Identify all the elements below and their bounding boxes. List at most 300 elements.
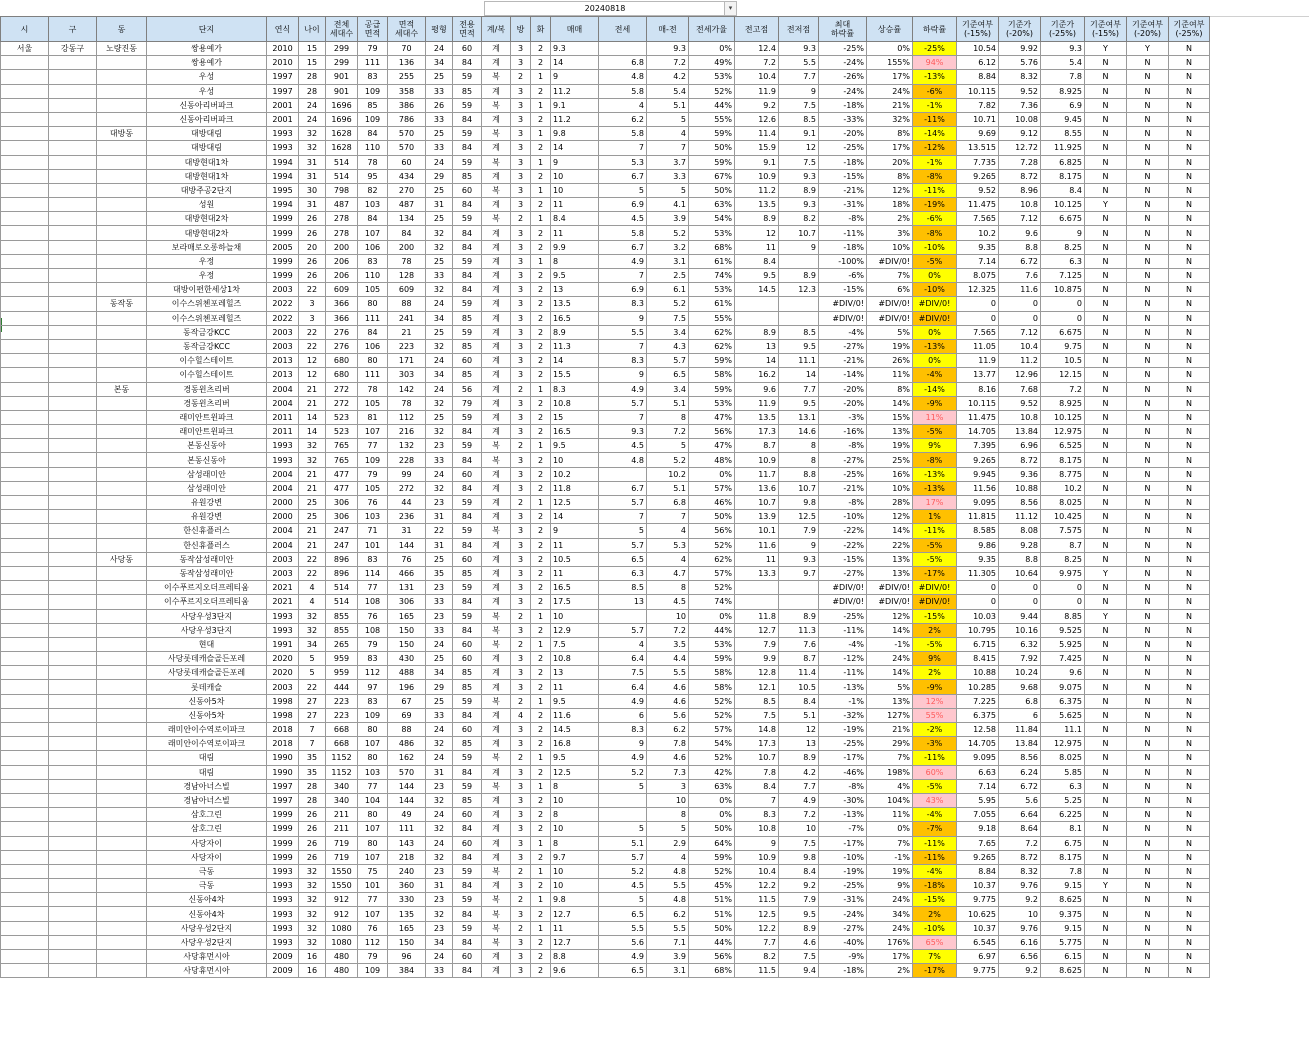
table-cell[interactable]: 514 (326, 595, 358, 609)
table-cell[interactable]: 9.69 (957, 127, 999, 141)
table-cell[interactable]: 2 (531, 425, 551, 439)
table-cell[interactable]: 1 (531, 439, 551, 453)
table-cell[interactable]: 896 (326, 552, 358, 566)
table-cell[interactable]: 61% (689, 254, 735, 268)
table-cell[interactable]: 106 (358, 339, 388, 353)
table-cell[interactable]: 16 (299, 964, 326, 978)
table-cell[interactable]: -33% (819, 112, 867, 126)
table-cell[interactable]: 466 (388, 566, 426, 580)
table-cell[interactable]: -19% (913, 198, 957, 212)
table-cell[interactable]: 8.9 (779, 269, 819, 283)
table-cell[interactable]: 8.8 (999, 552, 1041, 566)
table-cell[interactable]: 계 (482, 169, 511, 183)
table-cell[interactable]: 11.925 (1041, 141, 1085, 155)
table-cell[interactable]: 53% (689, 637, 735, 651)
table-cell[interactable]: 2 (531, 410, 551, 424)
table-cell[interactable]: -31% (819, 198, 867, 212)
table-cell[interactable]: 11 (735, 552, 779, 566)
table-cell[interactable]: 3 (511, 240, 531, 254)
table-cell[interactable]: 65% (913, 935, 957, 949)
table-cell[interactable]: 26 (299, 836, 326, 850)
table-cell[interactable]: N (1127, 410, 1169, 424)
column-header[interactable]: 나이 (299, 17, 326, 42)
table-cell[interactable]: 9 (779, 84, 819, 98)
table-cell[interactable]: N (1085, 297, 1127, 311)
table-cell[interactable]: 2 (531, 198, 551, 212)
table-cell[interactable] (779, 311, 819, 325)
table-cell[interactable]: N (1127, 396, 1169, 410)
table-cell[interactable]: 25 (299, 510, 326, 524)
table-cell[interactable]: 7.92 (999, 652, 1041, 666)
table-cell[interactable] (1, 652, 49, 666)
table-cell[interactable]: N (1085, 779, 1127, 793)
table-cell[interactable]: 3 (511, 765, 531, 779)
table-cell[interactable]: 6.7 (599, 240, 647, 254)
table-cell[interactable]: 477 (326, 481, 358, 495)
table-cell[interactable]: 32 (299, 127, 326, 141)
table-cell[interactable]: 211 (326, 822, 358, 836)
table-cell[interactable]: 16.5 (551, 581, 599, 595)
table-cell[interactable]: 계 (482, 269, 511, 283)
table-cell[interactable]: #DIV/0! (867, 581, 913, 595)
table-cell[interactable]: 12.2 (735, 879, 779, 893)
table-cell[interactable]: 63% (689, 198, 735, 212)
table-cell[interactable]: -7% (819, 822, 867, 836)
table-cell[interactable]: 7.12 (999, 325, 1041, 339)
table-cell[interactable] (1, 524, 49, 538)
table-cell[interactable]: 5% (867, 680, 913, 694)
table-cell[interactable] (97, 254, 147, 268)
table-cell[interactable]: 7.5 (779, 155, 819, 169)
table-cell[interactable]: 0% (867, 42, 913, 56)
table-cell[interactable]: 7.5 (647, 311, 689, 325)
table-cell[interactable]: 22 (299, 680, 326, 694)
table-cell[interactable] (735, 311, 779, 325)
table-cell[interactable] (49, 595, 97, 609)
table-cell[interactable]: 1999 (267, 212, 299, 226)
table-cell[interactable]: 83 (358, 652, 388, 666)
table-cell[interactable]: N (1085, 112, 1127, 126)
table-cell[interactable]: 59 (453, 212, 482, 226)
table-cell[interactable]: N (1085, 481, 1127, 495)
table-cell[interactable] (97, 609, 147, 623)
table-cell[interactable]: 84 (453, 935, 482, 949)
table-cell[interactable]: N (1169, 864, 1210, 878)
table-cell[interactable]: 1991 (267, 637, 299, 651)
table-cell[interactable]: 21% (867, 98, 913, 112)
table-cell[interactable] (1, 680, 49, 694)
table-cell[interactable]: 9.3 (1041, 42, 1085, 56)
table-cell[interactable]: N (1169, 127, 1210, 141)
table-cell[interactable]: 855 (326, 609, 358, 623)
table-cell[interactable]: 28 (299, 70, 326, 84)
table-cell[interactable]: -21% (819, 183, 867, 197)
table-cell[interactable]: -15% (913, 609, 957, 623)
table-cell[interactable]: 171 (388, 354, 426, 368)
table-cell[interactable]: 신동아4차 (147, 907, 267, 921)
table-cell[interactable]: 2009 (267, 950, 299, 964)
table-cell[interactable]: 9 (735, 836, 779, 850)
table-cell[interactable]: 68% (689, 964, 735, 978)
table-cell[interactable]: 2004 (267, 524, 299, 538)
table-cell[interactable]: 10.625 (957, 907, 999, 921)
column-header[interactable]: 전세 (599, 17, 647, 42)
table-cell[interactable]: 32 (299, 935, 326, 949)
table-cell[interactable]: 7.12 (999, 212, 1041, 226)
table-cell[interactable]: -18% (819, 964, 867, 978)
table-cell[interactable] (49, 879, 97, 893)
table-cell[interactable]: 계 (482, 42, 511, 56)
table-cell[interactable]: 4.9 (599, 751, 647, 765)
table-cell[interactable]: 11 (551, 566, 599, 580)
table-cell[interactable]: -25% (913, 42, 957, 56)
table-cell[interactable]: 23 (426, 439, 453, 453)
table-cell[interactable]: N (1169, 56, 1210, 70)
table-cell[interactable] (49, 737, 97, 751)
table-cell[interactable]: 10.37 (957, 921, 999, 935)
column-header[interactable]: 기준여부 (-15%) (1085, 17, 1127, 42)
table-cell[interactable]: 3 (511, 198, 531, 212)
table-cell[interactable]: 24 (426, 637, 453, 651)
table-cell[interactable]: 12 (299, 368, 326, 382)
table-cell[interactable]: 5.6 (599, 935, 647, 949)
table-cell[interactable]: 5.625 (1041, 708, 1085, 722)
column-header[interactable]: 전용 면적 (453, 17, 482, 42)
table-cell[interactable] (1, 155, 49, 169)
column-header[interactable]: 면적 세대수 (388, 17, 426, 42)
table-cell[interactable]: 3 (511, 283, 531, 297)
table-cell[interactable]: 4.6 (779, 935, 819, 949)
table-cell[interactable]: 대방이편한세상1차 (147, 283, 267, 297)
table-cell[interactable]: 3 (511, 254, 531, 268)
table-cell[interactable]: 7% (867, 751, 913, 765)
table-cell[interactable]: N (1127, 425, 1169, 439)
table-cell[interactable]: 27 (299, 708, 326, 722)
table-cell[interactable]: 76 (388, 552, 426, 566)
table-cell[interactable]: 22 (299, 283, 326, 297)
table-cell[interactable]: 4 (599, 637, 647, 651)
table-cell[interactable]: 80 (358, 751, 388, 765)
table-cell[interactable]: 32 (299, 893, 326, 907)
table-cell[interactable]: 488 (388, 666, 426, 680)
table-cell[interactable]: 11.1 (779, 354, 819, 368)
table-cell[interactable] (1, 623, 49, 637)
table-cell[interactable]: 52% (689, 538, 735, 552)
table-cell[interactable]: 2 (531, 708, 551, 722)
table-cell[interactable]: 5.5 (779, 56, 819, 70)
table-cell[interactable]: 9% (913, 652, 957, 666)
table-cell[interactable]: 1628 (326, 127, 358, 141)
table-cell[interactable]: 7.14 (957, 254, 999, 268)
table-cell[interactable]: 8.4 (735, 254, 779, 268)
table-cell[interactable]: 77 (358, 581, 388, 595)
table-cell[interactable]: 6 (999, 708, 1041, 722)
table-cell[interactable]: -25% (819, 609, 867, 623)
table-cell[interactable] (1, 269, 49, 283)
table-cell[interactable]: 10% (867, 481, 913, 495)
table-cell[interactable]: 14.5 (551, 723, 599, 737)
table-cell[interactable]: 16.2 (735, 368, 779, 382)
table-cell[interactable]: 74% (689, 269, 735, 283)
table-cell[interactable]: -11% (819, 226, 867, 240)
table-cell[interactable] (1, 339, 49, 353)
table-cell[interactable]: 10.64 (999, 566, 1041, 580)
table-cell[interactable]: N (1127, 510, 1169, 524)
table-cell[interactable]: 6.2 (647, 723, 689, 737)
table-cell[interactable]: N (1085, 382, 1127, 396)
table-cell[interactable]: 5.1 (779, 708, 819, 722)
table-cell[interactable]: 9.5 (551, 751, 599, 765)
table-cell[interactable]: 358 (388, 84, 426, 98)
table-cell[interactable]: 77 (358, 439, 388, 453)
table-cell[interactable]: 56% (689, 950, 735, 964)
table-cell[interactable]: 2013 (267, 368, 299, 382)
table-cell[interactable]: 60 (453, 836, 482, 850)
table-cell[interactable]: 59 (453, 524, 482, 538)
table-cell[interactable]: 6.675 (1041, 325, 1085, 339)
table-cell[interactable]: N (1127, 921, 1169, 935)
table-cell[interactable]: 2001 (267, 98, 299, 112)
table-cell[interactable]: 6.5 (599, 907, 647, 921)
table-cell[interactable]: 84 (453, 538, 482, 552)
table-cell[interactable]: 8.175 (1041, 850, 1085, 864)
table-cell[interactable]: 9.76 (999, 879, 1041, 893)
table-cell[interactable]: 2020 (267, 666, 299, 680)
table-cell[interactable]: 223 (388, 339, 426, 353)
table-cell[interactable]: 206 (326, 269, 358, 283)
table-cell[interactable]: 10.9 (735, 453, 779, 467)
table-cell[interactable]: N (1169, 907, 1210, 921)
table-cell[interactable]: 8.56 (999, 496, 1041, 510)
table-cell[interactable]: N (1127, 467, 1169, 481)
table-cell[interactable]: 1628 (326, 141, 358, 155)
table-cell[interactable]: 10.2 (551, 467, 599, 481)
table-cell[interactable]: 23 (426, 581, 453, 595)
table-cell[interactable]: 10.115 (957, 396, 999, 410)
table-cell[interactable]: 23 (426, 609, 453, 623)
table-cell[interactable]: 6.15 (1041, 950, 1085, 964)
table-cell[interactable]: 32 (426, 793, 453, 807)
table-cell[interactable]: 25 (426, 652, 453, 666)
table-cell[interactable]: 7.14 (957, 779, 999, 793)
table-cell[interactable]: 59 (453, 751, 482, 765)
table-cell[interactable]: 44% (689, 98, 735, 112)
table-cell[interactable]: 24% (867, 893, 913, 907)
table-cell[interactable] (97, 808, 147, 822)
table-cell[interactable]: 1 (531, 496, 551, 510)
table-cell[interactable]: 8.775 (1041, 467, 1085, 481)
table-cell[interactable]: N (1085, 496, 1127, 510)
table-cell[interactable]: N (1127, 226, 1169, 240)
table-cell[interactable]: 75 (358, 864, 388, 878)
table-cell[interactable]: 7 (735, 793, 779, 807)
table-cell[interactable]: N (1127, 950, 1169, 964)
table-cell[interactable]: N (1085, 723, 1127, 737)
table-cell[interactable]: 76 (358, 609, 388, 623)
table-cell[interactable]: -21% (819, 481, 867, 495)
table-cell[interactable]: 5.3 (599, 155, 647, 169)
table-cell[interactable]: 9.8 (779, 850, 819, 864)
table-cell[interactable]: 6.9 (599, 283, 647, 297)
table-cell[interactable]: 32 (299, 141, 326, 155)
table-cell[interactable]: 11.7 (735, 467, 779, 481)
table-cell[interactable]: 4.6 (647, 680, 689, 694)
table-cell[interactable]: N (1085, 510, 1127, 524)
table-cell[interactable]: 3 (511, 964, 531, 978)
table-cell[interactable]: 198% (867, 765, 913, 779)
table-cell[interactable]: 14% (867, 396, 913, 410)
table-cell[interactable]: 22 (299, 325, 326, 339)
table-cell[interactable]: 62% (689, 325, 735, 339)
table-cell[interactable]: 2 (531, 623, 551, 637)
table-cell[interactable]: N (1169, 637, 1210, 651)
table-cell[interactable]: 44 (388, 496, 426, 510)
table-cell[interactable]: -14% (819, 368, 867, 382)
table-cell[interactable]: 4.2 (779, 765, 819, 779)
table-cell[interactable]: 1993 (267, 879, 299, 893)
table-cell[interactable]: 13.84 (999, 737, 1041, 751)
table-cell[interactable]: 7.2 (647, 425, 689, 439)
table-cell[interactable]: 105 (358, 481, 388, 495)
table-cell[interactable]: 2013 (267, 354, 299, 368)
table-cell[interactable]: 보라매로오롱하늘채 (147, 240, 267, 254)
table-cell[interactable]: 10.5 (779, 680, 819, 694)
table-cell[interactable]: 14.705 (957, 737, 999, 751)
table-cell[interactable]: -25% (819, 42, 867, 56)
table-cell[interactable]: 46% (689, 496, 735, 510)
table-cell[interactable]: N (1085, 283, 1127, 297)
table-cell[interactable]: 복 (482, 893, 511, 907)
table-cell[interactable]: 4 (647, 850, 689, 864)
table-cell[interactable]: 4 (299, 595, 326, 609)
table-cell[interactable]: 3.4 (647, 382, 689, 396)
table-cell[interactable]: -10% (913, 921, 957, 935)
table-cell[interactable]: 0 (999, 311, 1041, 325)
table-cell[interactable]: 12.9 (551, 623, 599, 637)
table-cell[interactable]: 9.7 (551, 850, 599, 864)
table-cell[interactable]: 7.2 (647, 56, 689, 70)
table-cell[interactable]: -9% (913, 680, 957, 694)
table-cell[interactable]: 7.055 (957, 808, 999, 822)
table-cell[interactable]: 복 (482, 637, 511, 651)
table-cell[interactable]: 33 (426, 84, 453, 98)
table-cell[interactable]: 8.4 (735, 779, 779, 793)
table-cell[interactable]: 84 (453, 56, 482, 70)
table-cell[interactable]: 80 (358, 808, 388, 822)
table-cell[interactable] (49, 552, 97, 566)
table-cell[interactable]: 복 (482, 98, 511, 112)
table-cell[interactable]: 2% (913, 666, 957, 680)
table-cell[interactable]: 계 (482, 737, 511, 751)
table-cell[interactable]: 12.5 (551, 496, 599, 510)
table-cell[interactable]: 609 (388, 283, 426, 297)
table-cell[interactable]: 13% (867, 694, 913, 708)
table-cell[interactable]: 31 (426, 198, 453, 212)
table-cell[interactable]: 680 (326, 354, 358, 368)
table-cell[interactable] (97, 368, 147, 382)
table-cell[interactable]: 16 (299, 950, 326, 964)
table-cell[interactable]: N (1169, 311, 1210, 325)
table-cell[interactable]: 7.425 (1041, 652, 1085, 666)
table-cell[interactable]: 384 (388, 964, 426, 978)
table-cell[interactable]: N (1169, 254, 1210, 268)
table-cell[interactable]: 4.6 (647, 751, 689, 765)
table-cell[interactable]: 110 (358, 141, 388, 155)
table-cell[interactable]: 유원강변 (147, 496, 267, 510)
table-cell[interactable]: 7.5 (779, 950, 819, 964)
table-cell[interactable]: 7.5 (779, 98, 819, 112)
table-cell[interactable]: 계 (482, 964, 511, 978)
table-cell[interactable]: 3 (511, 98, 531, 112)
table-cell[interactable]: 4 (511, 708, 531, 722)
table-cell[interactable]: N (1085, 893, 1127, 907)
table-cell[interactable]: 111 (358, 311, 388, 325)
table-cell[interactable]: 5.2 (647, 226, 689, 240)
table-cell[interactable]: 6.5 (599, 552, 647, 566)
table-cell[interactable]: -25% (819, 879, 867, 893)
table-cell[interactable]: 240 (388, 864, 426, 878)
table-cell[interactable]: 1 (531, 212, 551, 226)
table-cell[interactable]: 10 (551, 609, 599, 623)
table-cell[interactable]: N (1169, 680, 1210, 694)
table-cell[interactable]: 1 (531, 98, 551, 112)
table-cell[interactable]: -18% (819, 155, 867, 169)
table-cell[interactable]: 211 (326, 808, 358, 822)
table-cell[interactable]: 4 (647, 524, 689, 538)
table-cell[interactable]: 69 (388, 708, 426, 722)
table-cell[interactable]: 2 (531, 56, 551, 70)
table-cell[interactable]: 63% (689, 779, 735, 793)
table-cell[interactable]: 340 (326, 779, 358, 793)
table-cell[interactable]: 11.3 (551, 339, 599, 353)
table-cell[interactable]: 99 (388, 467, 426, 481)
table-cell[interactable]: 278 (326, 226, 358, 240)
table-cell[interactable]: 11% (867, 368, 913, 382)
table-cell[interactable]: N (1085, 666, 1127, 680)
table-cell[interactable]: 84 (453, 269, 482, 283)
table-cell[interactable]: 1993 (267, 921, 299, 935)
table-cell[interactable]: 79 (358, 637, 388, 651)
table-cell[interactable]: 1993 (267, 864, 299, 878)
table-cell[interactable]: 84 (453, 510, 482, 524)
table-cell[interactable]: 계 (482, 680, 511, 694)
table-cell[interactable] (1, 467, 49, 481)
table-cell[interactable] (1, 751, 49, 765)
table-cell[interactable]: 1993 (267, 127, 299, 141)
table-cell[interactable]: 85 (453, 793, 482, 807)
table-cell[interactable]: 59 (453, 694, 482, 708)
table-cell[interactable]: N (1127, 453, 1169, 467)
table-cell[interactable]: -27% (819, 453, 867, 467)
table-cell[interactable]: 3 (511, 935, 531, 949)
table-cell[interactable]: 6.7 (599, 169, 647, 183)
table-cell[interactable]: 103 (358, 510, 388, 524)
table-cell[interactable]: 155% (867, 56, 913, 70)
table-cell[interactable]: 83 (358, 254, 388, 268)
table-cell[interactable]: N (1085, 864, 1127, 878)
table-cell[interactable]: N (1169, 339, 1210, 353)
table-cell[interactable]: #DIV/0! (913, 595, 957, 609)
table-cell[interactable]: 사당휴먼시아 (147, 964, 267, 978)
table-cell[interactable]: 25 (426, 127, 453, 141)
table-cell[interactable]: 20 (299, 240, 326, 254)
table-cell[interactable]: N (1085, 169, 1127, 183)
table-cell[interactable]: 52% (689, 84, 735, 98)
table-cell[interactable]: 165 (388, 921, 426, 935)
table-cell[interactable]: 10 (551, 864, 599, 878)
table-cell[interactable]: 13 (735, 339, 779, 353)
table-cell[interactable]: 계 (482, 141, 511, 155)
